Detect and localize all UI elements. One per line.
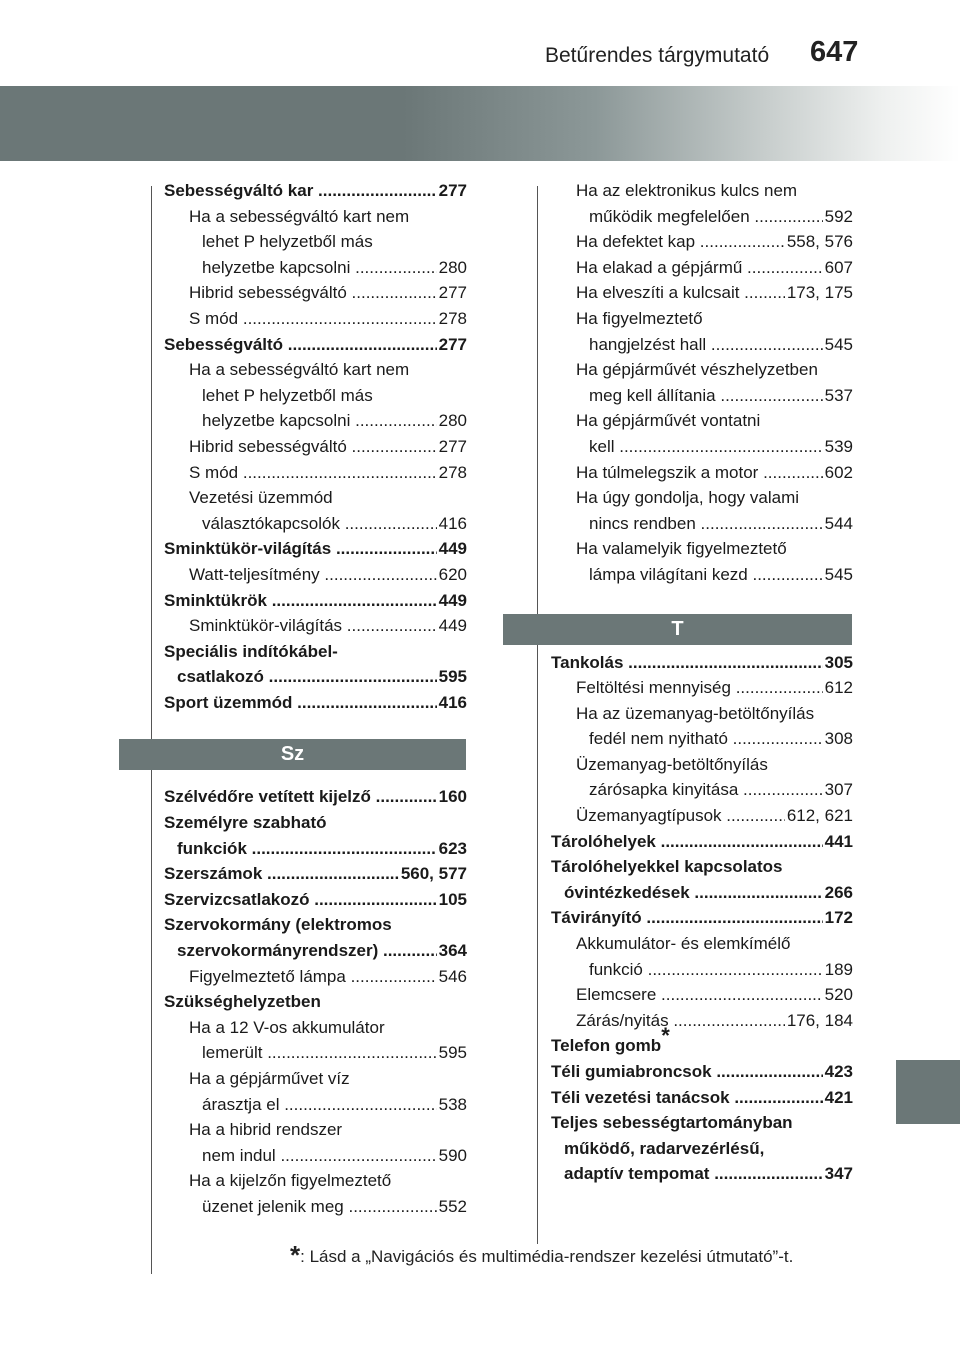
page-reference: 623 [438, 838, 467, 858]
index-entry [164, 1117, 467, 1168]
page-reference: 278 [438, 308, 467, 328]
index-term: Teljes sebességtartományban [551, 1113, 793, 1133]
index-term: Hibrid sebességváltó ..... [189, 280, 437, 306]
index-term: Szélvédőre vetített kijelző ..... [164, 784, 437, 810]
index-entry [164, 562, 467, 588]
index-entry [164, 1066, 467, 1117]
page-reference: 307 [824, 780, 853, 800]
index-term: Vezetési üzemmód [189, 488, 333, 508]
index-term: Tankolás ..... [551, 650, 823, 676]
index-term: kell ..... [589, 434, 823, 460]
page-reference: 558, 576 [786, 232, 853, 252]
page-reference: 537 [824, 385, 853, 405]
index-entry [164, 887, 467, 913]
index-entry [164, 964, 467, 990]
index-term: Szerszámok ..... [164, 861, 399, 887]
index-term: Szükséghelyzetben [164, 992, 321, 1012]
section-header-t: T [503, 614, 852, 645]
index-entry [551, 1022, 853, 1059]
page-reference: 364 [438, 941, 467, 961]
index-term: Ha valamelyik figyelmeztető [576, 539, 787, 559]
page-reference: 278 [438, 462, 467, 482]
page-reference: 277 [438, 334, 467, 354]
index-entry [164, 810, 467, 861]
index-term: Watt-teljesítmény ..... [189, 562, 437, 588]
index-term: Hibrid sebességváltó ..... [189, 434, 437, 460]
footnote-star: * [290, 1240, 301, 1270]
index-term: Sebességváltó kar ..... [164, 178, 437, 204]
page-reference: 416 [438, 692, 467, 712]
index-entry [551, 229, 853, 255]
index-entry [164, 989, 467, 1015]
left-divider [151, 186, 152, 1274]
index-term: Távirányító ..... [551, 905, 823, 931]
index-entry [164, 784, 467, 810]
page-reference: 592 [824, 206, 853, 226]
index-term: lemerült ..... [202, 1040, 437, 1066]
page-reference: 449 [438, 539, 467, 559]
index-entry [551, 306, 853, 357]
index-term: helyzetbe kapcsolni ..... [202, 255, 437, 281]
index-entry [551, 1008, 853, 1034]
page-reference: 449 [438, 590, 467, 610]
index-entry [164, 912, 467, 963]
index-list-t [551, 650, 853, 1187]
index-term: Téli vezetési tanácsok ..... [551, 1085, 823, 1111]
page-reference: 612 [824, 678, 853, 698]
page-reference: 421 [824, 1087, 853, 1107]
index-entry [551, 854, 853, 905]
index-entry [551, 982, 853, 1008]
page-reference: 590 [438, 1145, 467, 1165]
index-term: meg kell állítania ..... [589, 383, 823, 409]
index-term: Tárolóhelyekkel kapcsolatos [551, 857, 783, 877]
page-reference: 305 [824, 652, 853, 672]
left-column [164, 178, 467, 1220]
page-reference: 449 [438, 616, 467, 636]
index-entry [551, 803, 853, 829]
index-term: zárósapka kinyitása ..... [589, 777, 823, 803]
index-term: funkció ..... [589, 957, 823, 983]
page-reference: 441 [824, 831, 853, 851]
index-entry [551, 752, 853, 803]
index-term: funkciók ..... [177, 836, 437, 862]
index-entry [164, 357, 467, 434]
index-term: Sminktükör-világítás ..... [164, 536, 437, 562]
footnote-marker: * [661, 1022, 670, 1048]
index-entry [164, 639, 467, 690]
index-entry [164, 690, 467, 716]
index-entry [164, 1015, 467, 1066]
header-title: Betűrendes tárgymutató [545, 44, 770, 67]
page-reference: 595 [438, 667, 467, 687]
index-entry [551, 675, 853, 701]
index-entry [551, 408, 853, 459]
index-list-s-continued [551, 178, 853, 588]
index-term: Ha a gépjárművet víz [189, 1069, 350, 1088]
index-entry [164, 613, 467, 639]
index-term: S mód ..... [189, 460, 437, 486]
index-term: Speciális indítókábel- [164, 641, 338, 661]
index-entry [551, 1085, 853, 1111]
index-term: Ha a sebességváltó kart nem [189, 206, 410, 226]
page-reference: 277 [438, 181, 467, 200]
index-term: nem indul ..... [202, 1143, 437, 1169]
index-entry [551, 485, 853, 536]
page-reference: 173, 175 [786, 283, 853, 303]
index-entry [551, 255, 853, 281]
index-term: Feltöltési mennyiség ..... [576, 675, 823, 701]
index-entry [551, 1059, 853, 1085]
index-term: Ha úgy gondolja, hogy valami [576, 488, 800, 508]
index-entry [551, 1110, 853, 1187]
page-reference: 552 [438, 1196, 467, 1216]
index-term: Ha a kijelzőn figyelmeztető [189, 1171, 392, 1191]
page-reference: 612, 621 [786, 806, 853, 826]
index-term: Sport üzemmód ..... [164, 690, 437, 716]
index-entry [551, 829, 853, 855]
page-reference: 266 [824, 882, 853, 902]
index-entry [551, 536, 853, 587]
page-reference: 277 [438, 283, 467, 303]
index-entry [551, 701, 853, 752]
index-entry [164, 280, 467, 306]
index-term: Ha a sebességváltó kart nem [189, 360, 410, 380]
index-term: fedél nem nyitható ..... [589, 726, 823, 752]
index-entry [164, 204, 467, 281]
index-entry [164, 460, 467, 486]
index-entry [164, 536, 467, 562]
index-term: helyzetbe kapcsolni ..... [202, 408, 437, 434]
page-reference: 189 [824, 959, 853, 979]
footnote [290, 1240, 793, 1271]
index-term: Ha gépjárművét vontatni [576, 411, 761, 431]
index-term: hangjelzést hall ..... [589, 332, 823, 358]
index-term: Zárás/nyitás ..... [576, 1008, 785, 1034]
page-reference: 423 [824, 1062, 853, 1081]
index-list-sz [164, 784, 467, 1219]
index-entry [164, 1168, 467, 1219]
page-reference: 544 [824, 513, 853, 533]
index-term: Szervizcsatlakozó ..... [164, 887, 437, 913]
index-term: Telefon gomb [551, 1036, 662, 1056]
index-term: Elemcsere ..... [576, 982, 823, 1008]
page-reference: 416 [438, 513, 467, 533]
index-term: Sebességváltó ..... [164, 332, 437, 358]
index-term: Ha az elektronikus kulcs nem [576, 181, 798, 200]
index-entry [551, 905, 853, 931]
page-reference: 602 [824, 462, 853, 482]
index-term: Tárolóhelyek ..... [551, 829, 823, 855]
index-term: Sminktükrök ..... [164, 588, 437, 614]
index-term: Üzemanyagtípusok ..... [576, 803, 785, 829]
index-entry [164, 306, 467, 332]
index-term: árasztja el ..... [202, 1092, 437, 1118]
right-column [551, 178, 853, 1187]
index-term: Ha figyelmeztető [576, 308, 703, 328]
footnote-text: : Lásd a „Navigációs és multimédia-rendszer kezelési útmutató”-t. [300, 1247, 794, 1266]
page-reference: 308 [824, 729, 853, 749]
index-term: csatlakozó ..... [177, 664, 437, 690]
index-term: szervokormányrendszer) ..... [177, 938, 437, 964]
index-term: adaptív tempomat ..... [564, 1161, 823, 1187]
index-term: nincs rendben ..... [589, 511, 823, 537]
page-reference: 105 [438, 889, 467, 909]
index-entry [164, 332, 467, 358]
index-entry [164, 588, 467, 614]
page-reference: 560, 577 [400, 864, 467, 884]
thumb-index-tab [896, 1060, 960, 1124]
page-reference: 280 [438, 411, 467, 431]
index-entry [551, 650, 853, 676]
page-reference: 347 [824, 1164, 853, 1184]
index-term: Figyelmeztető lámpa ..... [189, 964, 437, 990]
index-term: lehet P helyzetből más [202, 385, 373, 405]
page-reference: 280 [438, 257, 467, 277]
page-reference: 520 [824, 985, 853, 1005]
index-term: Ha túlmelegszik a motor ..... [576, 460, 823, 486]
page-reference: 277 [438, 436, 467, 456]
index-term: működő, radarvezérlésű, [564, 1138, 765, 1158]
index-entry [164, 434, 467, 460]
page-reference: 620 [438, 564, 467, 584]
page-reference: 538 [438, 1094, 467, 1114]
index-term: Személyre szabható [164, 813, 327, 833]
index-entry [551, 357, 853, 408]
index-entry [551, 931, 853, 982]
index-term: Ha defektet kap ..... [576, 229, 785, 255]
center-divider [537, 186, 538, 1244]
index-term: Ha gépjárművét vészhelyzetben [576, 360, 818, 380]
index-term: Sminktükör-világítás ..... [189, 613, 437, 639]
page-reference: 160 [438, 787, 467, 807]
page-reference: 595 [438, 1043, 467, 1063]
index-term: S mód ..... [189, 306, 437, 332]
page-reference: 545 [824, 564, 853, 584]
index-term: lámpa világítani kezd ..... [589, 562, 823, 588]
index-entry [551, 178, 853, 229]
page-reference: 539 [824, 436, 853, 456]
index-term: Téli gumiabroncsok ..... [551, 1059, 823, 1085]
index-term: Ha a 12 V-os akkumulátor [189, 1017, 385, 1037]
index-term: óvintézkedések ..... [564, 880, 823, 906]
section-header-sz: Sz [119, 739, 466, 770]
index-term: Akkumulátor- és elemkímélő [576, 934, 791, 954]
page-reference: 546 [438, 966, 467, 986]
index-entry [551, 460, 853, 486]
index-term: üzenet jelenik meg ..... [202, 1194, 437, 1220]
index-entry [551, 280, 853, 306]
index-term: Ha a hibrid rendszer [189, 1120, 343, 1140]
index-term: Ha elveszíti a kulcsait ..... [576, 280, 785, 306]
index-term: Üzemanyag-betöltőnyílás [576, 754, 768, 774]
index-term: lehet P helyzetből más [202, 232, 373, 252]
index-entry [164, 178, 467, 204]
index-term: Szervokormány (elektromos [164, 915, 392, 935]
page-number: 647 [810, 36, 859, 68]
index-term: Ha az üzemanyag-betöltőnyílás [576, 703, 815, 723]
index-term: választókapcsolók ..... [202, 511, 437, 537]
header-band [0, 86, 960, 161]
page-reference: 172 [824, 908, 853, 928]
page-reference: 545 [824, 334, 853, 354]
index-term: Ha elakad a gépjármű ..... [576, 255, 823, 281]
page-reference: 607 [824, 257, 853, 277]
index-list-s [164, 178, 467, 715]
index-entry [164, 861, 467, 887]
page-reference: 176, 184 [786, 1010, 853, 1030]
index-term: működik megfelelően ..... [589, 204, 823, 230]
index-entry [164, 485, 467, 536]
